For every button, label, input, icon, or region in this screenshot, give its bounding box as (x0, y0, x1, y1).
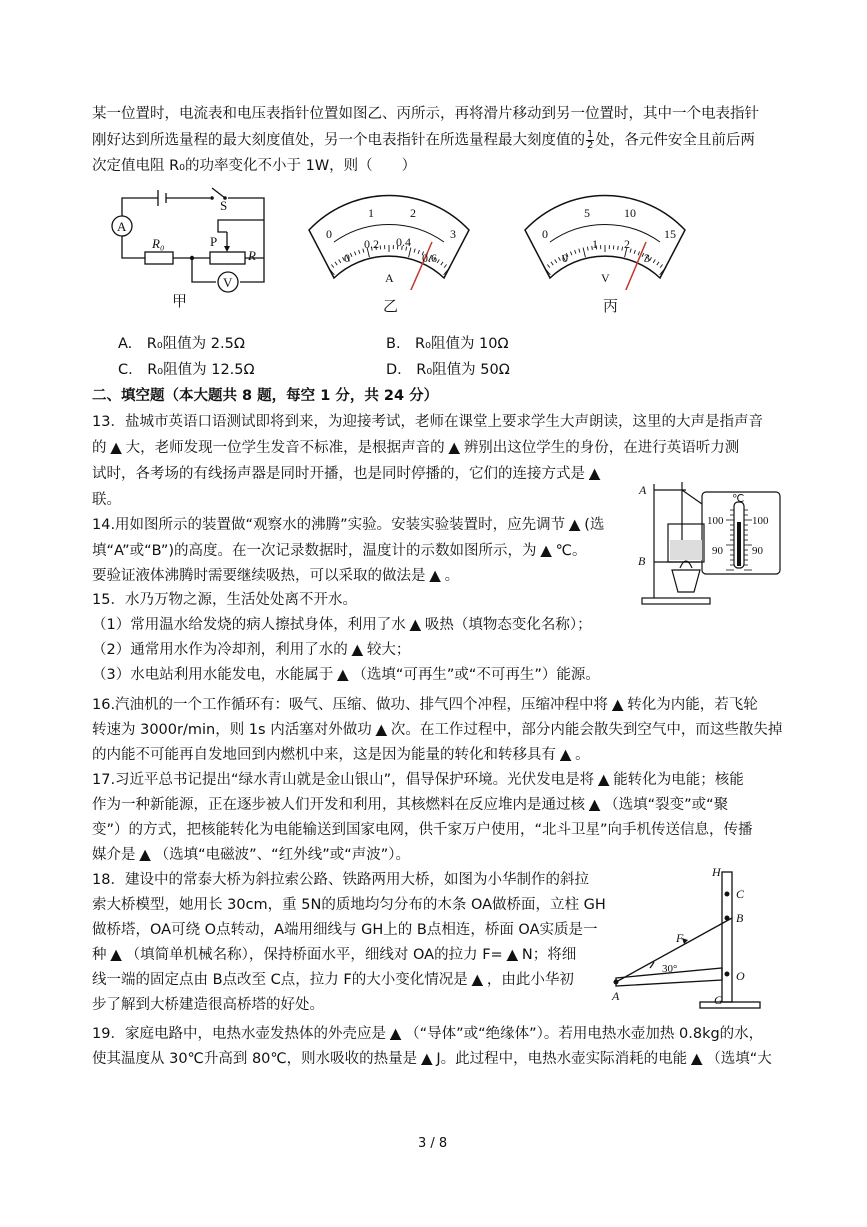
bridge-model-figure (604, 862, 774, 1018)
fig18-label-o: O (736, 969, 745, 983)
voltmeter-inner-2: 2 (624, 237, 630, 251)
q14-line-1: 14.用如图所示的装置做“观察水的沸腾”实验。安装实验装置时，应先调节 ▲ (选 (92, 517, 605, 533)
q17-line-2: 作为一种新能源，正在逐步被人们开发和利用，其核燃料在反应堆内是通过核 ▲ （选填“裂变”或“聚 (92, 797, 729, 813)
fig18-label-c: C (736, 887, 745, 901)
voltmeter-inner-1: 1 (592, 237, 598, 251)
ammeter-outer-3: 3 (450, 227, 456, 241)
q16-blank-3[interactable]: ▲ (560, 747, 572, 763)
q15-sub-3: （3）水电站利用水能发电，水能属于 ▲ （选填“可再生”或“不可再生”）能源。 (92, 667, 600, 683)
page-number: 3 / 8 (418, 1136, 448, 1151)
q16-line-3: 的内能不可能再自发地回到内燃机中来，这是因为能量的转化和转移具有 ▲ 。 (92, 747, 590, 763)
caption-bing: 丙 (603, 297, 619, 315)
ammeter-unit: A (385, 271, 394, 285)
q18-line-5: 线一端的固定点由 B点改至 C点，拉力 F的大小变化情况是 ▲ ，由此小华初 (92, 972, 574, 988)
fig14-label-b: B (638, 554, 646, 568)
ammeter-outer-0: 0 (326, 227, 332, 241)
circuit-diagram-jia (100, 180, 280, 300)
q18-blank-3[interactable]: ▲ (471, 972, 483, 988)
q17-line-4: 媒介是 ▲ （选填“电磁波”、“红外线”或“声波”）。 (92, 847, 410, 863)
fig18-label-b: B (736, 911, 744, 925)
ammeter-dial-yi (304, 190, 474, 290)
intro-line-3: 次定值电阻 R₀的功率变化不小于 1W，则（ ） (92, 158, 417, 174)
q17-blank-3[interactable]: ▲ (139, 847, 151, 863)
voltmeter-outer-3: 15 (664, 227, 676, 241)
q14-line-3: 要验证液体沸腾时需要继续吸热，可以采取的做法是 ▲ 。 (92, 568, 460, 584)
voltmeter-inner-0: 0 (562, 251, 568, 265)
option-a[interactable]: A. R₀阻值为 2.5Ω (118, 336, 245, 352)
q13-line-1: 13．盐城市英语口语测试即将到来，为迎接考试，老师在课堂上要求学生大声朗读，这里的大声是指声音 (92, 414, 763, 430)
thermo-100-right: 100 (752, 515, 769, 527)
q17-blank-2[interactable]: ▲ (589, 797, 601, 813)
q19-blank-1[interactable]: ▲ (389, 1026, 402, 1042)
q13-line-2: 的 ▲ 大，老师发现一位学生发音不标准，是根据声音的 ▲ 辨别出这位学生的身份，在进行英语听力测 (92, 440, 740, 456)
q15-blank-3[interactable]: ▲ (337, 667, 349, 683)
intro-line-2: 刚好达到所选量程的最大刻度值处，另一个电表指针在所选量程最大刻度值的 $\frac{1}{2}$ 处，各元件安全且前后两 (92, 129, 755, 151)
q15-blank-2[interactable]: ▲ (351, 642, 363, 658)
voltmeter-unit: V (601, 271, 610, 285)
q13-blank-2[interactable]: ▲ (448, 440, 460, 456)
fig18-label-g: G (714, 993, 723, 1007)
q18-line-4: 种 ▲ （填简单机械名称），保持桥面水平，细线对 OA的拉力 F= ▲ N；将细 (92, 947, 577, 963)
q18-line-1: 18．建设中的常泰大桥为斜拉索公路、铁路两用大桥，如图为小华制作的斜拉 (92, 872, 589, 888)
ammeter-inner-1: 0.2 (364, 237, 379, 251)
q15-line-1: 15．水乃万物之源，生活处处离不开水。 (92, 592, 357, 608)
option-d[interactable]: D. R₀阻值为 50Ω (386, 362, 510, 378)
q16-blank-1[interactable]: ▲ (612, 697, 624, 713)
q19-blank-2[interactable]: ▲ (421, 1051, 433, 1067)
thermometer-unit: ℃ (732, 493, 745, 505)
caption-yi: 乙 (383, 297, 399, 315)
switch-label: S (220, 198, 228, 213)
voltmeter-outer-2: 10 (624, 206, 636, 220)
ammeter-inner-2: 0.4 (396, 235, 411, 249)
rheostat-label: R (248, 248, 256, 263)
r0-label: R₀ (152, 236, 165, 251)
q18-line-2: 索大桥模型，她用长 30cm，重 5N的质地均匀分布的木条 OA做桥面，立柱 GH (92, 897, 606, 913)
q15-sub-2: （2）通常用水作为冷却剂，利用了水的 ▲ 较大； (92, 642, 411, 658)
q19-blank-3[interactable]: ▲ (691, 1051, 703, 1067)
dial-tick (618, 246, 619, 250)
voltmeter-outer-0: 0 (542, 227, 548, 241)
ammeter-symbol: A (117, 219, 127, 234)
ammeter-outer-1: 1 (368, 206, 374, 220)
q18-line-6: 步了解到大桥建造很高桥塔的好处。 (92, 997, 324, 1013)
caption-jia: 甲 (172, 292, 188, 310)
voltmeter-symbol: V (223, 275, 233, 290)
fig14-label-a: A (639, 483, 647, 497)
section-heading: 二、填空题（本大题共 8 题，每空 1 分，共 24 分） (92, 388, 439, 404)
q14-blank-2[interactable]: ▲ (540, 543, 552, 559)
boiling-apparatus-figure (634, 474, 784, 610)
ammeter-outer-2: 2 (410, 206, 416, 220)
ammeter-inner-3: 0.6 (422, 251, 437, 265)
q19-line-2: 使其温度从 30℃升高到 80℃，则水吸收的热量是 ▲ J。此过程中，电热水壶实际消耗的电能 ▲ （选填“大 (92, 1051, 772, 1067)
q18-blank-2[interactable]: ▲ (506, 947, 518, 963)
q13-blank-1[interactable]: ▲ (110, 440, 122, 456)
q13-line-4: 联。 (92, 492, 121, 508)
fig18-label-a: A (612, 989, 620, 1003)
q15-blank-1[interactable]: ▲ (409, 617, 421, 633)
thermo-90-right: 90 (752, 545, 763, 557)
q19-line-1: 19．家庭电路中，电热水壶发热体的外壳应是 ▲ （“导体”或“绝缘体”）。若用电热水壶加热 0.8kg的水， (92, 1026, 764, 1042)
q17-line-3: 变”）的方式，把核能转化为电能输送到国家电网，供千家万户使用，“北斗卫星”向手机传送信息，传播 (92, 822, 753, 838)
option-c[interactable]: C. R₀阻值为 12.5Ω (118, 362, 255, 378)
q18-line-3: 做桥塔，OA可绕 O点转动，A端用细线与 GH上的 B点相连，桥面 OA实质是一 (92, 922, 598, 938)
voltmeter-inner-3: 3 (644, 251, 650, 265)
q14-line-2: 填“A”或“B”)的高度。在一次记录数据时，温度计的示数如图所示，为 ▲ ℃。 (92, 543, 587, 559)
q15-sub-1: （1）常用温水给发烧的病人擦拭身体，利用了水 ▲ 吸热（填物态变化名称）； (92, 617, 592, 633)
fig18-angle: 30° (662, 963, 678, 975)
fig18-label-f: F (676, 931, 684, 945)
q16-blank-2[interactable]: ▲ (375, 722, 387, 738)
option-b[interactable]: B. R₀阻值为 10Ω (386, 336, 509, 352)
q16-line-2: 转速为 3000r/min，则 1s 内活塞对外做功 ▲ 次。在工作过程中，部分内能会散失到空气中，而这些散失掉 (92, 722, 783, 738)
thermo-90-left: 90 (712, 545, 723, 557)
slider-label: P (210, 234, 218, 249)
q13-line-3: 试时，各考场的有线扬声器是同时开播，也是同时停播的，它们的连接方式是 ▲ (92, 464, 604, 484)
q17-line-1: 17.习近平总书记提出“绿水青山就是金山银山”，倡导保护环境。光伏发电是将 ▲ 能转化为电能；核能 (92, 772, 744, 788)
fig18-label-h: H (712, 865, 721, 879)
voltmeter-dial-bing (520, 190, 690, 290)
q14-blank-1[interactable]: ▲ (569, 517, 581, 533)
q17-blank-1[interactable]: ▲ (598, 772, 610, 788)
q13-blank-3[interactable]: ▲ (589, 466, 601, 482)
q16-line-1: 16.汽油机的一个工作循环有：吸气、压缩、做功、排气四个冲程，压缩冲程中将 ▲ 转化为内能，若飞轮 (92, 697, 758, 713)
fraction-half: $\frac{1}{2}$ (587, 129, 594, 151)
intro-line-1: 某一位置时，电流表和电压表指针位置如图乙、丙所示，再将滑片移动到另一位置时，其中一个电表指针 (92, 106, 759, 122)
ammeter-inner-0: 0 (344, 251, 350, 265)
q18-blank-1[interactable]: ▲ (110, 947, 122, 963)
voltmeter-outer-1: 5 (584, 206, 590, 220)
q14-blank-3[interactable]: ▲ (429, 568, 441, 584)
thermo-100-left: 100 (707, 515, 724, 527)
